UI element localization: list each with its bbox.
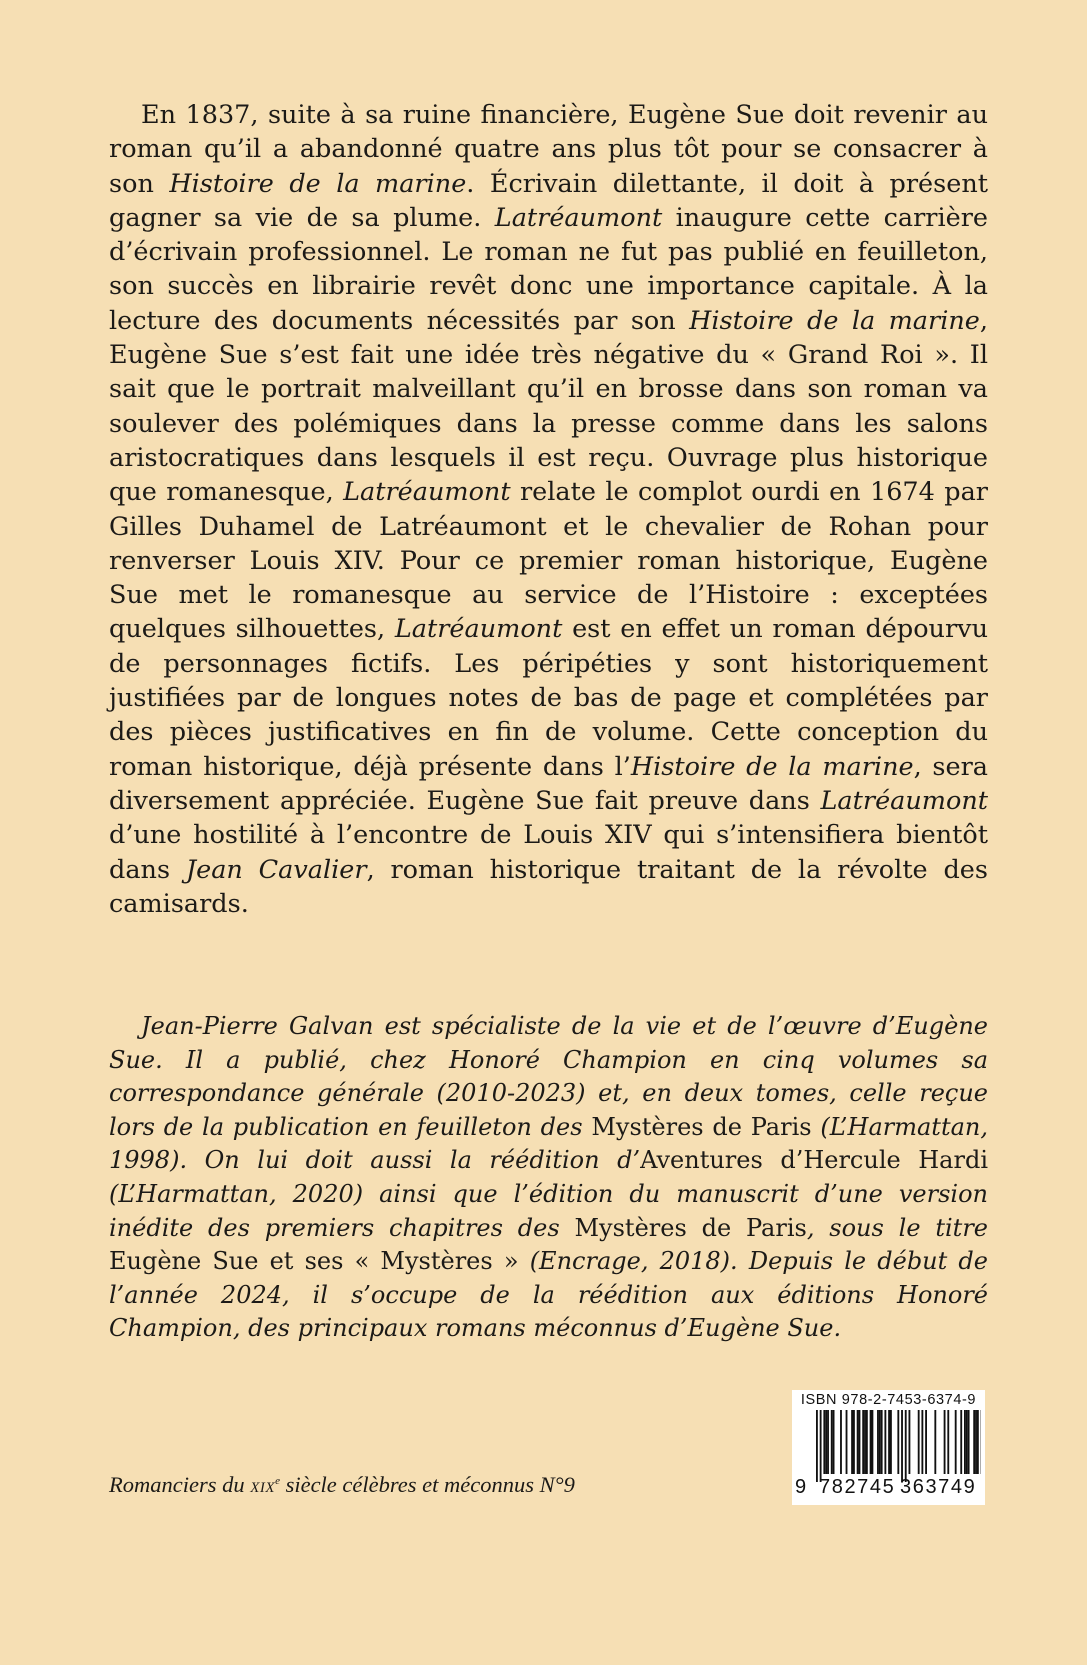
barcode-bar <box>881 1410 883 1474</box>
barcode-bar <box>870 1410 872 1474</box>
author-bio: Jean-Pierre Galvan est spécialiste de la vie et de l’œuvre d’Eugène Sue. Il a publié, chez Honoré Champion en cinq volumes sa correspondance générale (2010-2023) et, en deux tomes, celle reçue lors de la publication en feuilleton des Mystères de Paris (L’Harmattan, 1998). On lui doit aussi la réédition d’Aventures d’Hercule Hardi (L’Harmattan, 2020) ainsi que l’édition du manuscrit d’une version inédite des premiers chapitres des Mystères de Paris, sous le titre Eugène Sue et ses « Mystères » (Encrage, 2018). Depuis le début de l’année 2024, il s’occupe de la réédition aux éditions Honoré Champion, des principaux romans méconnus d’Eugène Sue. <box>109 1012 988 1343</box>
barcode-bar <box>879 1410 881 1474</box>
roman-title: Mystères de Paris <box>591 1112 812 1141</box>
barcode-bar <box>901 1410 903 1482</box>
barcode-bar <box>864 1410 866 1474</box>
barcode-bar <box>947 1410 949 1474</box>
barcode-bar <box>964 1410 966 1474</box>
isbn-barcode <box>792 1390 985 1505</box>
barcode-bar <box>862 1410 864 1474</box>
barcode-bar <box>973 1410 975 1474</box>
barcode-bar <box>846 1410 848 1474</box>
barcode-bar <box>921 1410 923 1474</box>
barcode-bar <box>897 1410 899 1474</box>
barcode-bar <box>816 1410 818 1482</box>
italic-title: Latréaumont <box>820 785 988 816</box>
barcode-bar <box>820 1410 822 1482</box>
barcode-bar <box>968 1410 970 1474</box>
barcode-bar <box>884 1410 886 1474</box>
book-summary: En 1837, suite à sa ruine financière, Eugène Sue doit revenir au roman qu’il a abandonné quatre ans plus tôt pour se consacrer à son Histoire de la marine. Écrivain dilettante, il doit à présent gagner sa vie de sa plume. Latréaumont inaugure cette carrière d’écrivain professionnel. Le roman ne fut pas publié en feuilleton, son succès en librairie revêt donc une importance capitale. À la lecture des documents nécessités par son Histoire de la marine, Eugène Sue s’est fait une idée très négative du « Grand Roi ». Il sait que le portrait malveillant qu’il en brosse dans son roman va soulever des polémiques dans la presse comme dans les salons aristocratiques dans lesquels il est reçu. Ouvrage plus historique que romanesque, Latréaumont relate le complot ourdi en 1674 par Gilles Duhamel de Latréaumont et le chevalier de Rohan pour renverser Louis XIV. Pour ce premier roman historique, Eugène Sue met le romanesque au service de l’Histoire : exceptées quelques silhouettes, Latréaumont est en effet un roman dépourvu de personnages fictifs. Les péripéties y sont historiquement justifiées par de longues notes de bas de page et complétées par des pièces justificatives en fin de volume. Cette conception du roman historique, déjà présente dans l’Histoire de la marine, sera diversement appréciée. Eugène Sue fait preuve dans Latréaumont d’une hostilité à l’encontre de Louis XIV qui s’intensifiera bientôt dans Jean Cavalier, roman historique traitant de la révolte des camisards. <box>109 100 988 919</box>
barcode-bar <box>918 1410 920 1474</box>
barcode-bar <box>909 1410 911 1474</box>
barcode-bar <box>944 1410 946 1474</box>
barcode-left-digits: 782745 <box>819 1476 896 1498</box>
century-superscript: e <box>275 1475 280 1487</box>
barcode-bar <box>890 1410 892 1474</box>
barcode-bar <box>975 1410 977 1474</box>
barcode-bar <box>827 1410 829 1474</box>
italic-title: Latréaumont <box>394 614 563 645</box>
roman-title: Aventures d’Hercule Hardi <box>640 1146 988 1175</box>
barcode-bar <box>857 1410 859 1474</box>
barcode-bar <box>851 1410 853 1474</box>
barcode-bar <box>833 1410 835 1474</box>
barcode-bar <box>960 1410 962 1474</box>
italic-title: Latréaumont <box>343 477 511 508</box>
italic-title: Jean Cavalier <box>185 854 367 885</box>
barcode-bar <box>955 1410 957 1474</box>
barcode-bar <box>859 1410 861 1474</box>
barcode-bar <box>925 1410 927 1474</box>
barcode-bar <box>840 1410 842 1474</box>
roman-title: Mystères de Paris <box>574 1213 807 1242</box>
italic-title: Histoire de la marine <box>689 305 980 336</box>
series-title: Romanciers du XIXe siècle célèbres et méconnus N°9 <box>109 1472 575 1497</box>
barcode-bar <box>831 1410 833 1474</box>
roman-title: Eugène Sue et ses « Mystères » <box>109 1247 519 1276</box>
barcode-bar <box>877 1410 879 1474</box>
barcode-first-digit: 9 <box>795 1476 807 1498</box>
barcode-bar <box>977 1410 979 1474</box>
barcode-bar <box>853 1410 855 1474</box>
barcode-bar <box>823 1410 825 1474</box>
barcode-right-digits: 363749 <box>900 1476 977 1498</box>
italic-title: Histoire de la marine <box>630 751 914 782</box>
barcode-bar <box>905 1410 907 1482</box>
italic-title: Histoire de la marine <box>169 168 467 199</box>
italic-title: Latréaumont <box>494 202 663 233</box>
barcode-bar <box>872 1410 874 1474</box>
barcode-bar <box>866 1410 868 1474</box>
barcode-bar <box>966 1410 968 1474</box>
barcode-bar <box>934 1410 936 1474</box>
isbn-label: ISBN 978-2-7453-6374-9 <box>800 1392 977 1408</box>
barcode-bar <box>825 1410 827 1474</box>
barcode-bar <box>888 1410 890 1474</box>
century-numeral: XIX <box>250 1480 276 1496</box>
